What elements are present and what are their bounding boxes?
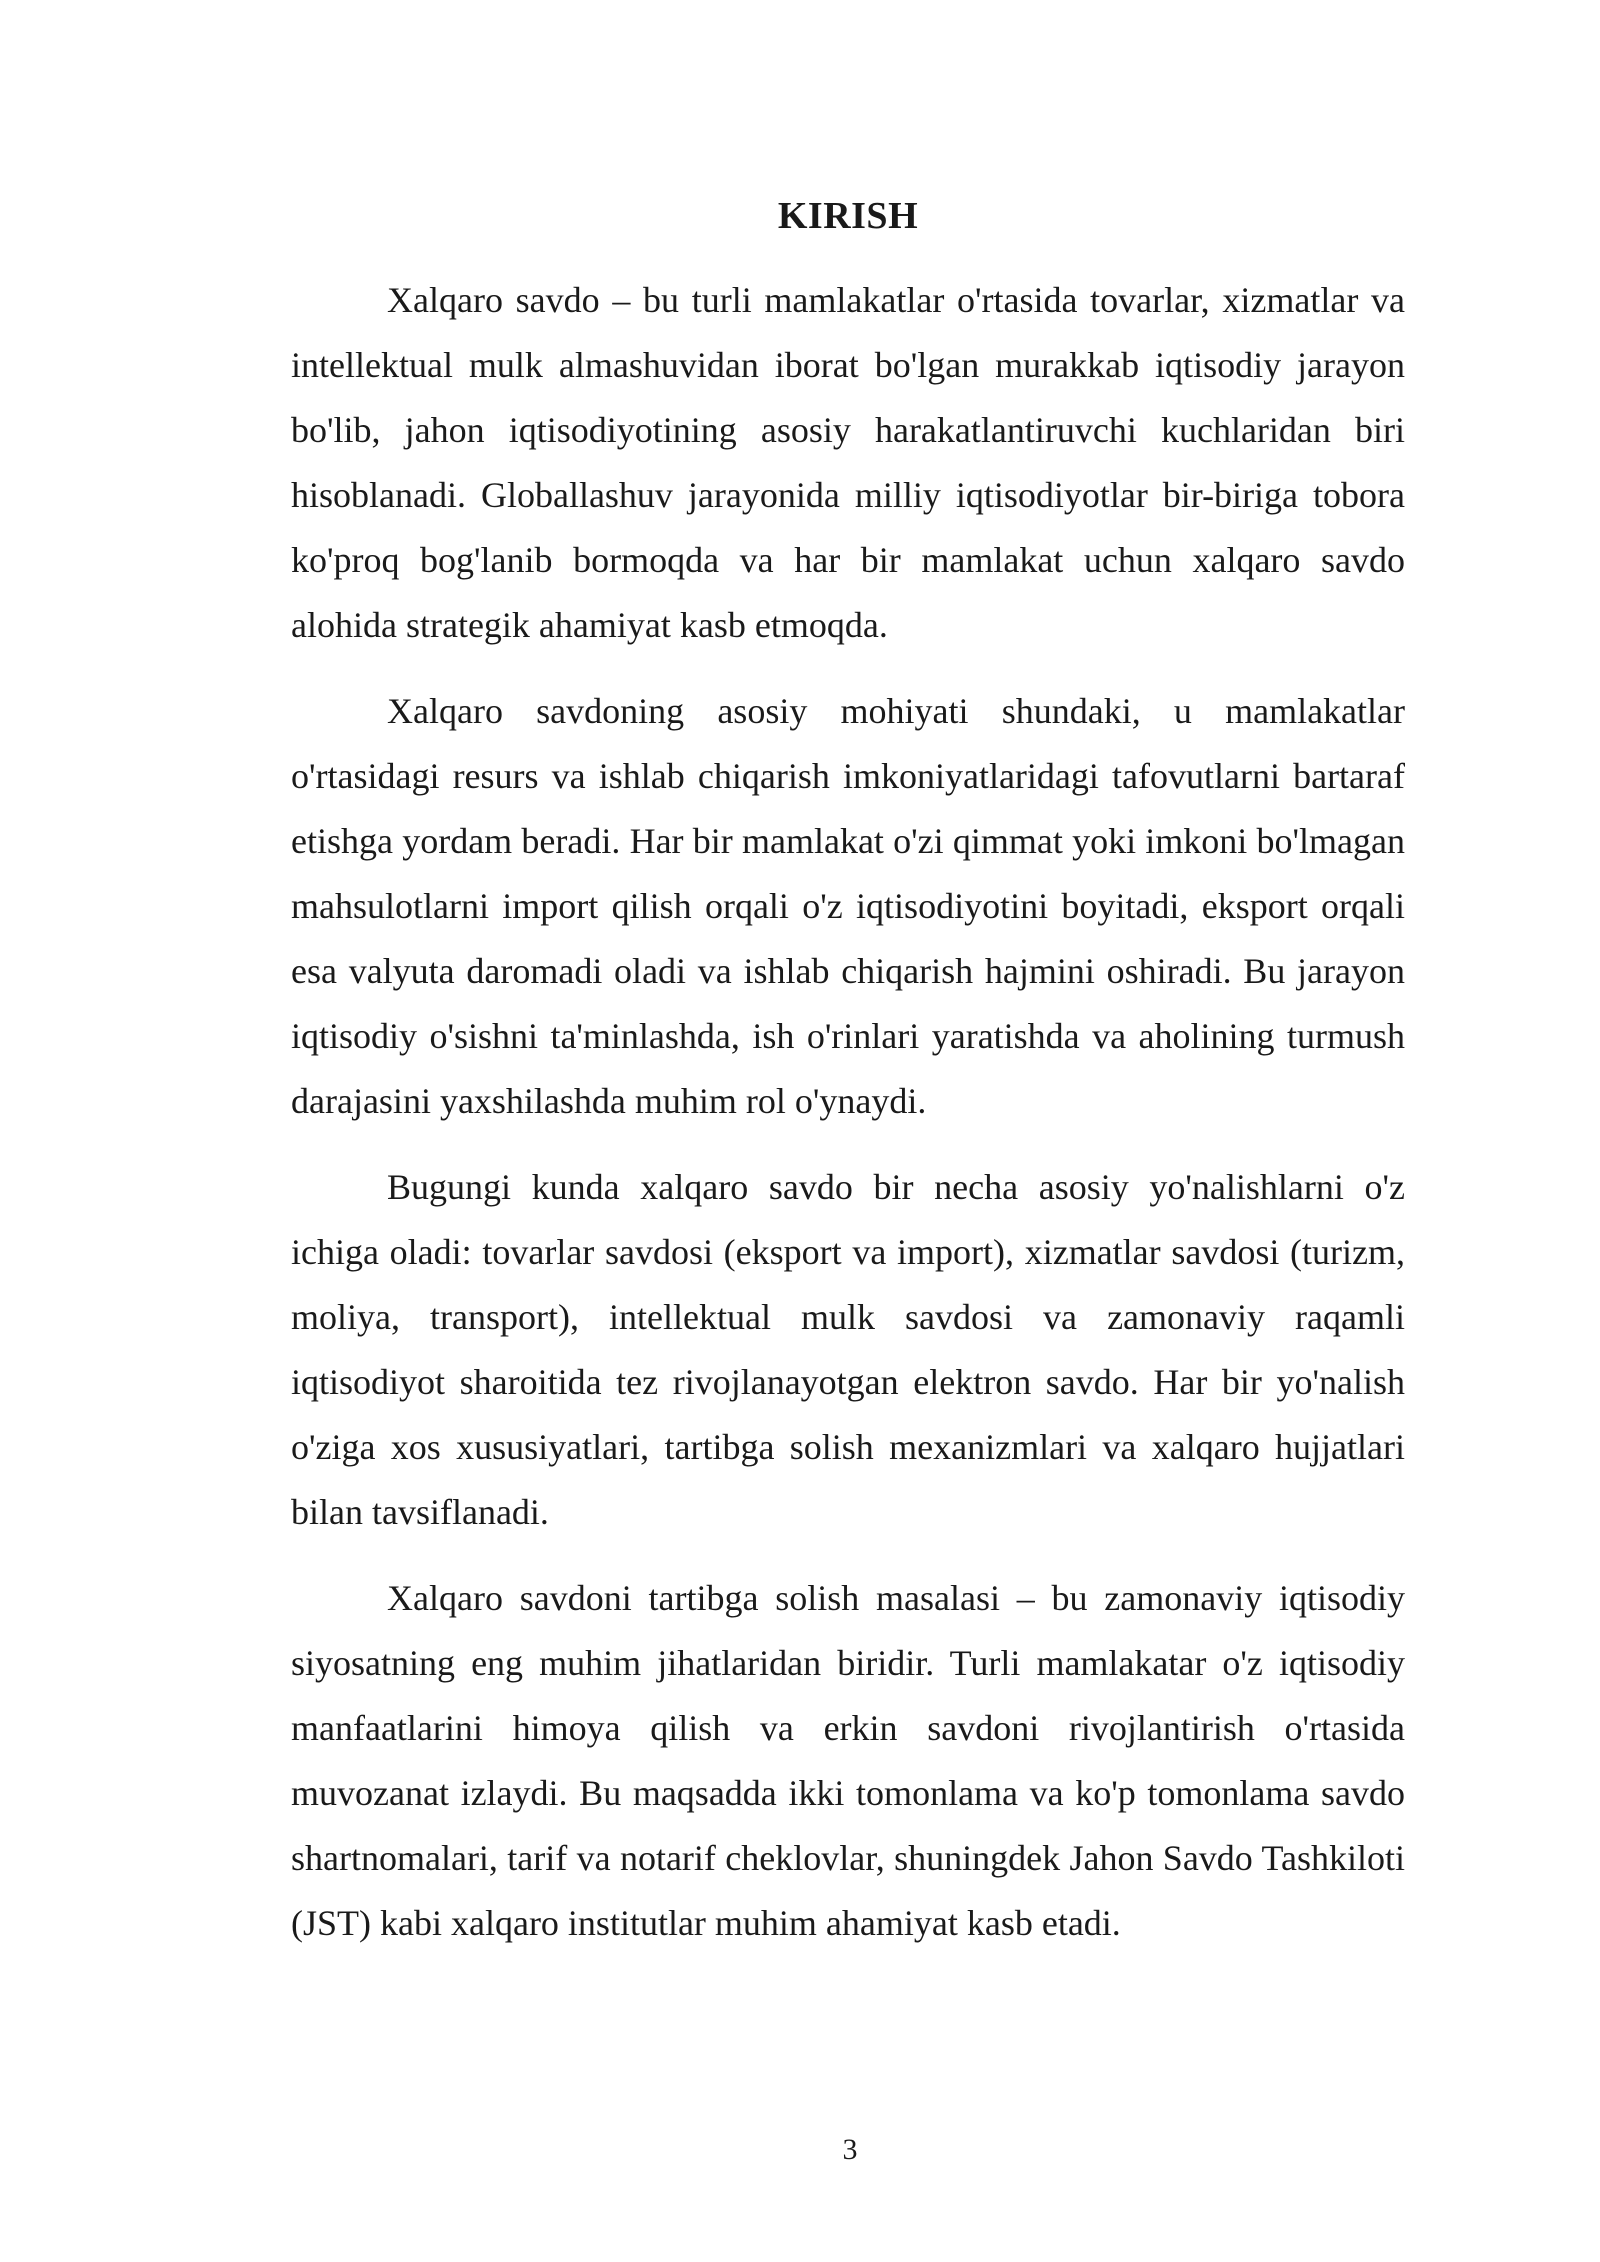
paragraph: Bugungi kunda xalqaro savdo bir necha asosiy yo'nalishlarni o'z ichiga oladi: tovarlar savdosi (eksport va import), xizmatlar savdosi (turizm, moliya, transport), intellektual mulk savdosi va zamonaviy raqamli iqtisodiyot sharoitida tez rivojlanayotgan elektron savdo. Har bir yo'nalish o'ziga xos xususiyatlari, tartibga solish mexanizmlari va xalqaro hujjatlari bilan tavsiflanadi. [291,1167,1405,1532]
body-text [291,268,1405,1977]
paragraph: Xalqaro savdo – bu turli mamlakatlar o'rtasida tovarlar, xizmatlar va intellektual mulk almashuvidan iborat bo'lgan murakkab iqtisodiy jarayon bo'lib, jahon iqtisodiyotining asosiy harakatlantiruvchi kuchlaridan biri hisoblanadi. Globallashuv jarayonida milliy iqtisodiyotlar bir-biriga tobora ko'proq bog'lanib bormoqda va har bir mamlakat uchun xalqaro savdo alohida strategik ahamiyat kasb etmoqda. [291,280,1405,645]
paragraph: Xalqaro savdoning asosiy mohiyati shundaki, u mamlakatlar o'rtasidagi resurs va ishlab chiqarish imkoniyatlaridagi tafovutlarni bartaraf etishga yordam beradi. Har bir mamlakat o'zi qimmat yoki imkoni bo'lmagan mahsulotlarni import qilish orqali o'z iqtisodiyotini boyitadi, eksport orqali esa valyuta daromadi oladi va ishlab chiqarish hajmini oshiradi. Bu jarayon iqtisodiy o'sishni ta'minlashda, ish o'rinlari yaratishda va aholining turmush darajasini yaxshilashda muhim rol o'ynaydi. [291,691,1405,1121]
page-number: 3 [842,2133,858,2166]
section-heading: KIRISH [777,195,919,237]
paragraph: Xalqaro savdoni tartibga solish masalasi – bu zamonaviy iqtisodiy siyosatning eng muhim jihatlaridan biridir. Turli mamlakatar o'z iqtisodiy manfaatlarini himoya qilish va erkin savdoni rivojlantirish o'rtasida muvozanat izlaydi. Bu maqsadda ikki tomonlama va ko'p tomonlama savdo shartnomalari, tarif va notarif cheklovlar, shuningdek Jahon Savdo Tashkiloti (JST) kabi xalqaro institutlar muhim ahamiyat kasb etadi. [291,1578,1405,1943]
